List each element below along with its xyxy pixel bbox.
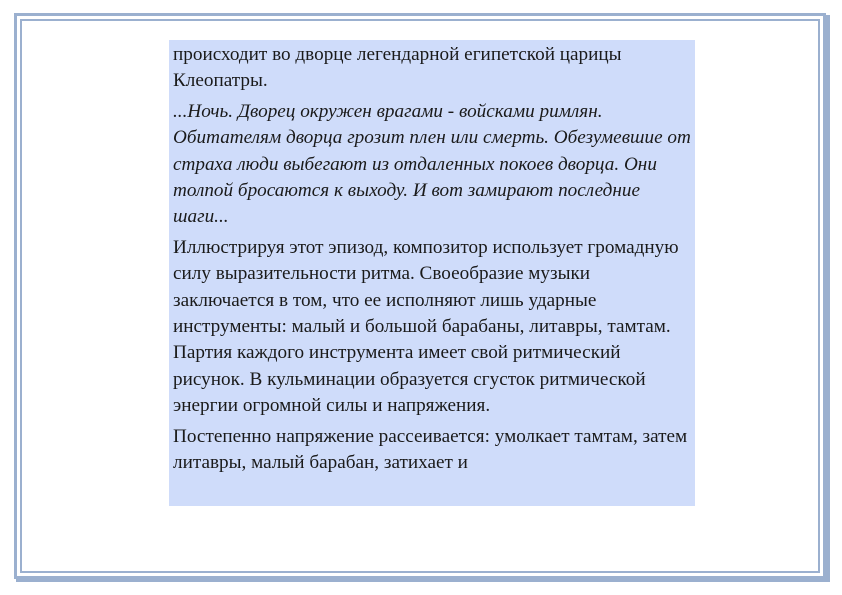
frame-shadow-right — [826, 15, 830, 581]
paragraph-intro: происходит во дворце легендарной египетской царицы Клеопатры. — [173, 44, 622, 92]
paragraph-rhythm: Иллюстрируя этот эпизод, композитор использует громадную силу выразительности ритма. Своеобразие музыки заключается в том, что ее исполняют лишь ударные инструменты: малый и большой барабаны, литавры, тамтам. Партия каждого инструмента имеет свой ритмический рисунок. В кульминации образуется сгусток ритмической энергии огромной силы и напряжения. — [173, 236, 679, 417]
text-box — [169, 40, 695, 506]
frame-shadow-bottom — [16, 579, 830, 582]
paragraph-tension-fades: Постепенно напряжение рассеивается: умолкает тамтам, затем литавры, малый барабан, затихает и — [173, 425, 688, 474]
paragraph-night-scene: ...Ночь. Дворец окружен врагами - войсками римлян. Обитателям дворца грозит плен или смерть. Обезумевшие от страха люди выбегают из отдаленных покоев дворца. Они толпой бросаются к выходу. И вот замирают последние шаги... — [173, 100, 691, 228]
